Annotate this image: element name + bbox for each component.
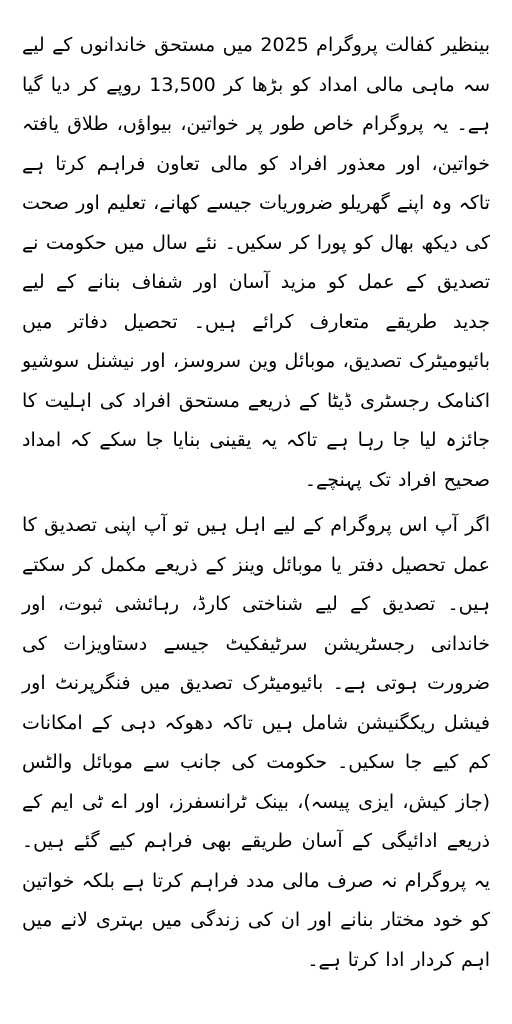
paragraph-1: بینظیر کفالت پروگرام 2025 میں مستحق خاندانوں کے لیے سہ ماہی مالی امداد کو بڑھا کر 13,500 روپے کر دیا گیا ہے۔ یہ پروگرام خاص طور پر خواتین، بیواؤں، طلاق یافتہ خواتین، اور معذور افراد کو مالی تعاون فراہم کرتا ہے تاکہ وہ اپنے گھریلو ضروریات جیسے کھانے، تعلیم اور صحت کی دیکھ بھال کو پورا کر سکیں۔ نئے سال میں حکومت نے تصدیق کے عمل کو مزید آسان اور شفاف بنانے کے لیے جدید طریقے متعارف کرائے ہیں۔ تحصیل دفاتر میں بائیومیٹرک تصدیق، موبائل وین سروسز، اور نیشنل سوشیو اکنامک رجسٹری ڈیٹا کے ذریعے مستحق افراد کی اہلیت کا جائزہ لیا جا رہا ہے تاکہ یہ یقینی بنایا جا سکے کہ امداد صحیح افراد تک پہنچے۔ (22, 34, 490, 491)
article-body (22, 26, 490, 980)
paragraph-2: اگر آپ اس پروگرام کے لیے اہل ہیں تو آپ اپنی تصدیق کا عمل تحصیل دفتر یا موبائل وینز کے ذریعے مکمل کر سکتے ہیں۔ تصدیق کے لیے شناختی کارڈ، رہائشی ثبوت، اور خاندانی رجسٹریشن سرٹیفکیٹ جیسے دستاویزات کی ضرورت ہوتی ہے۔ بائیومیٹرک تصدیق میں فنگرپرنٹ اور فیشل ریکگنیشن شامل ہیں تاکہ دھوکہ دہی کے امکانات کم کیے جا سکیں۔ حکومت کی جانب سے موبائل والٹس (جاز کیش، ایزی پیسہ)، بینک ٹرانسفرز، اور اے ٹی ایم کے ذریعے ادائیگی کے آسان طریقے بھی فراہم کیے گئے ہیں۔ یہ پروگرام نہ صرف مالی مدد فراہم کرتا ہے بلکہ خواتین کو خود مختار بنانے اور ان کی زندگی میں بہتری لانے میں اہم کردار ادا کرتا ہے۔ (22, 514, 490, 971)
